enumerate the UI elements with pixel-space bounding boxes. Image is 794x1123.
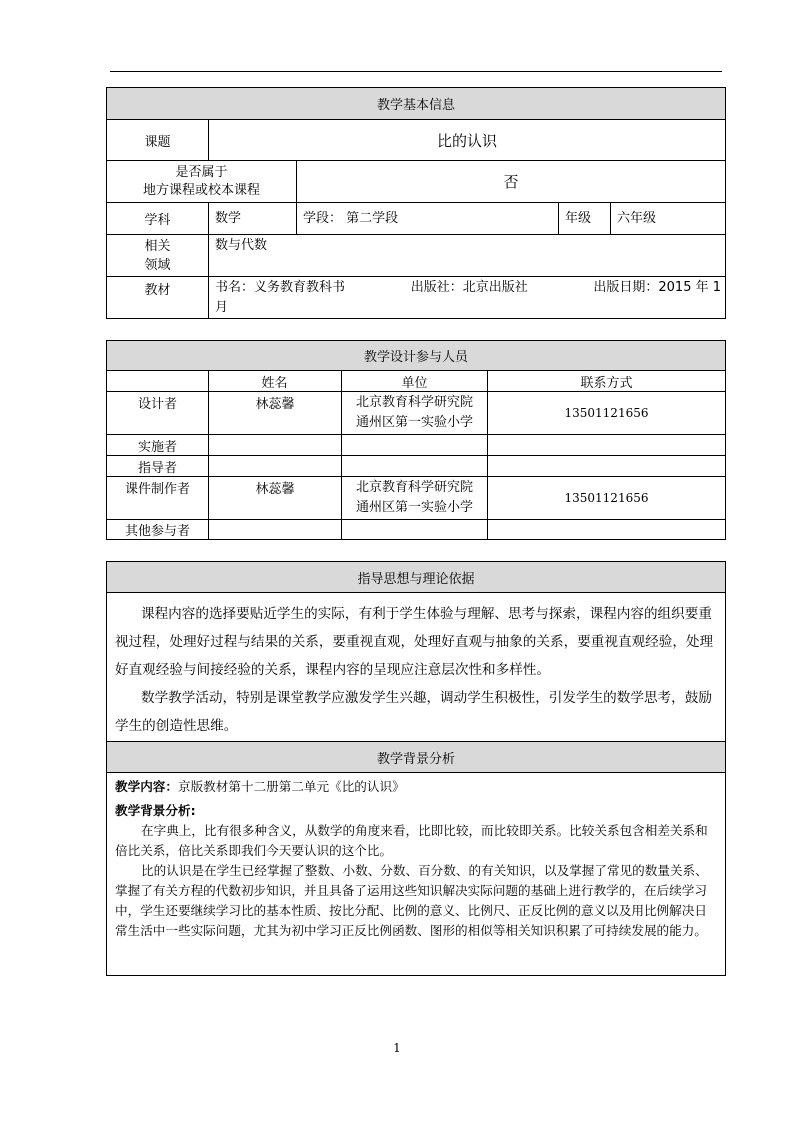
stage-value: 第二学段 bbox=[346, 211, 399, 226]
team-header-contact: 联系方式 bbox=[580, 375, 633, 391]
header-rule bbox=[110, 71, 722, 72]
team-role: 设计者 bbox=[137, 396, 177, 412]
team-name: 林蕊馨 bbox=[255, 396, 295, 412]
team-role: 实施者 bbox=[137, 439, 177, 455]
grade-label: 年级 bbox=[565, 211, 592, 226]
theory-body bbox=[115, 600, 717, 740]
textbook-label: 教材 bbox=[144, 282, 171, 298]
team-role: 课件制作者 bbox=[124, 481, 190, 497]
team-row bbox=[107, 456, 208, 476]
theory-paragraph-1: 课程内容的选择要贴近学生的实际，有利于学生体验与理解、思考与探索，课程内容的组织要重视过程，处理好过程与结果的关系，要重视直观，处理好直观与抽象的关系，要重视直观经验，处理好直观经验与间接经验的关系，课程内容的呈现应注意层次性和多样性。 bbox=[115, 606, 714, 678]
team-header-name: 姓名 bbox=[261, 375, 288, 391]
team-title: 教学设计参与人员 bbox=[107, 341, 725, 370]
team-contact: 13501121656 bbox=[564, 491, 649, 505]
topic-value: 比的认识 bbox=[436, 131, 497, 150]
book-name: 书名：义务教育教科书 bbox=[215, 280, 346, 295]
team-contact: 13501121656 bbox=[564, 406, 649, 420]
stage-cell bbox=[303, 203, 558, 234]
teaching-content-value: 京版教材第十二册第二单元《比的认识》 bbox=[177, 779, 405, 794]
background-body bbox=[115, 777, 717, 972]
background-paragraph-1: 在字典上，比有很多种含义，从数学的角度来看，比即比较，而比较即关系。比较关系包含相差关系和倍比关系，倍比关系即我们今天要认识的这个比。 bbox=[115, 823, 708, 858]
team-unit: 北京教育科学研究院 通州区第一实验小学 bbox=[355, 395, 473, 430]
team-header-unit: 单位 bbox=[401, 375, 428, 391]
basic-info-table bbox=[106, 87, 726, 319]
theory-title: 指导思想与理论依据 bbox=[107, 562, 725, 592]
team-table bbox=[106, 340, 726, 540]
local-course-value: 否 bbox=[503, 173, 519, 191]
teaching-content-label: 教学内容： bbox=[115, 779, 178, 794]
background-title: 教学背景分析 bbox=[107, 742, 725, 772]
team-name: 林蕊馨 bbox=[255, 481, 295, 497]
team-row bbox=[107, 477, 208, 497]
teaching-content bbox=[115, 777, 717, 797]
team-role: 其他参与者 bbox=[124, 524, 190, 539]
local-course-label: 是否属于 地方课程或校本课程 bbox=[142, 164, 260, 198]
team-row bbox=[107, 520, 208, 539]
team-role: 指导者 bbox=[137, 460, 177, 476]
background-analysis-label: 教学背景分析: bbox=[115, 803, 196, 818]
team-unit: 北京教育科学研究院 通州区第一实验小学 bbox=[355, 480, 473, 515]
grade-value: 六年级 bbox=[617, 211, 657, 226]
topic-label: 课题 bbox=[144, 134, 171, 150]
subject-label: 学科 bbox=[144, 213, 171, 228]
stage-label: 学段： bbox=[303, 211, 343, 226]
background-paragraph-2: 比的认识是在学生已经掌握了整数、小数、分数、百分数、的有关知识，以及掌握了常见的数量关系、掌握了有关方程的代数初步知识，并且具备了运用这些知识解决实际问题的基础上进行教学的，在后续学习中，学生还要继续学习比的基本性质、按比分配、比例的意义、比例尺、正反比例的意义以及用比例解决日常生活中一些实际问题，尤其为初中学习正反比例函数、图形的相似等相关知识积累了可持续发展的能力。 bbox=[115, 863, 708, 938]
basic-info-title bbox=[107, 88, 725, 119]
team-row bbox=[107, 435, 208, 455]
textbook-info bbox=[215, 278, 721, 318]
theory-background-table bbox=[106, 561, 726, 976]
book-publisher: 出版社：北京出版社 bbox=[410, 280, 528, 295]
book-date: 出版日期：2015 年 1 bbox=[593, 280, 721, 295]
page-number: 1 bbox=[393, 1041, 401, 1055]
field-label: 相关 领域 bbox=[144, 238, 171, 273]
team-row bbox=[107, 392, 208, 412]
book-date-continued: 月 bbox=[215, 300, 229, 315]
subject-value: 数学 bbox=[215, 211, 242, 226]
field-value: 数与代数 bbox=[215, 238, 268, 253]
basic-info-title-text: 教学基本信息 bbox=[376, 98, 455, 113]
theory-paragraph-2: 数学教学活动，特别是课堂教学应激发学生兴趣，调动学生积极性，引发学生的数学思考，鼓励学生的创造性思维。 bbox=[115, 690, 712, 734]
